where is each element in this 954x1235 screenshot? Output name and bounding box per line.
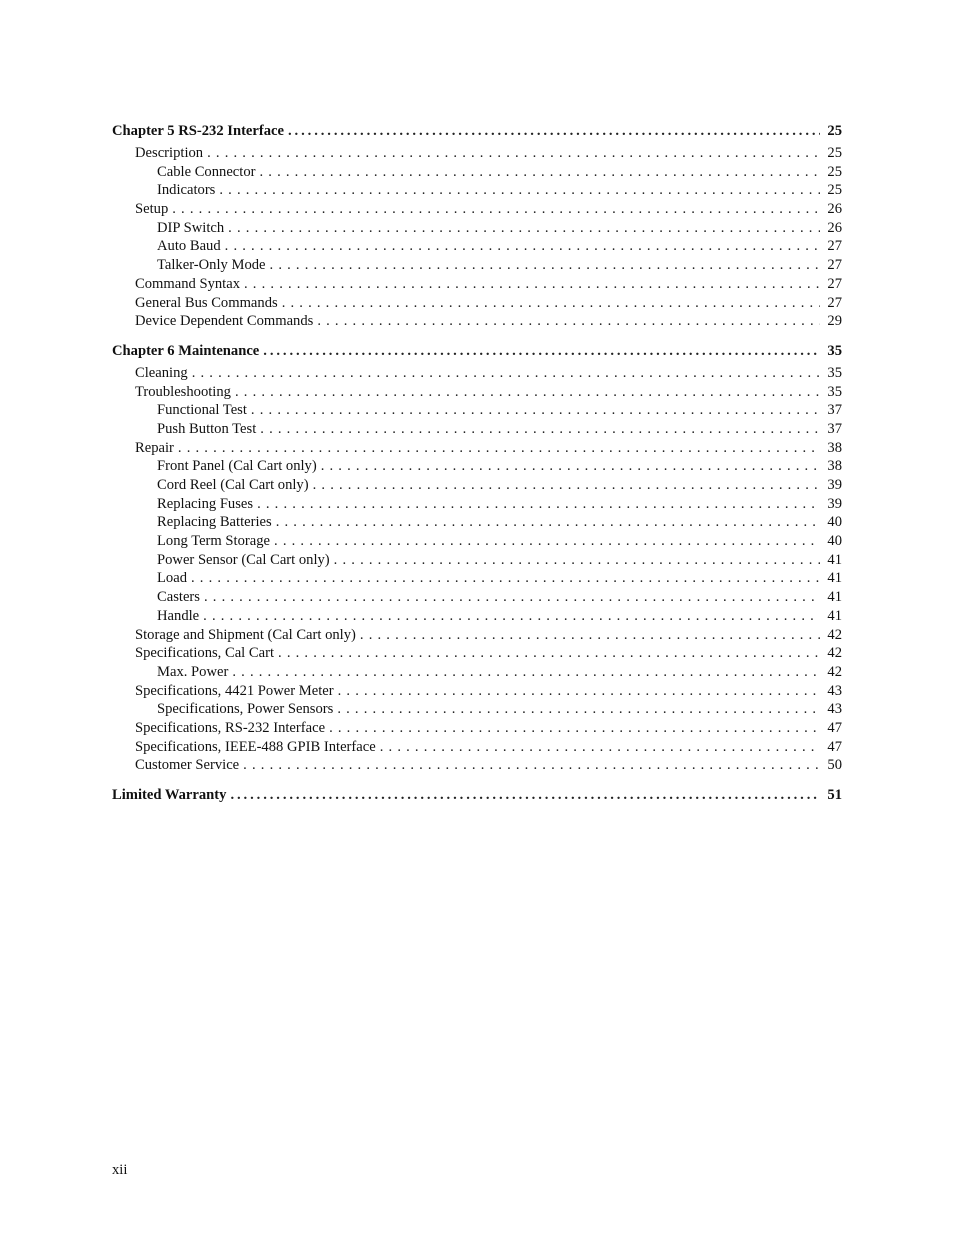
toc-entry-title: Functional Test xyxy=(157,402,247,419)
toc-entry-title: Command Syntax xyxy=(135,275,240,292)
toc-entry-title: Casters xyxy=(157,589,200,606)
toc-entry[interactable] xyxy=(112,607,842,626)
dot-leader xyxy=(337,700,820,719)
dot-leader xyxy=(204,588,820,607)
dot-leader xyxy=(207,144,820,163)
toc-entry-page: 42 xyxy=(827,663,842,680)
toc-entry-page: 41 xyxy=(827,607,842,624)
toc-entry[interactable] xyxy=(112,700,842,719)
toc-entry-title: Troubleshooting xyxy=(135,383,231,400)
dot-leader xyxy=(172,200,820,219)
toc-entry-page: 29 xyxy=(827,313,842,330)
dot-leader xyxy=(228,219,820,238)
toc-entry-page: 35 xyxy=(827,364,842,381)
toc-entry-title: Limited Warranty xyxy=(112,787,227,803)
dot-leader xyxy=(276,513,820,532)
dot-leader xyxy=(219,181,820,200)
toc-entry-page: 43 xyxy=(827,682,842,699)
toc-entry[interactable] xyxy=(112,588,842,607)
toc-entry-page: 26 xyxy=(827,201,842,218)
toc-entry-title: Cable Connector xyxy=(157,163,256,180)
dot-leader xyxy=(270,256,820,275)
toc-entry-page: 51 xyxy=(827,787,842,803)
toc-entry-page: 38 xyxy=(827,458,842,475)
toc-chapter-entry[interactable] xyxy=(112,340,842,362)
toc-entry-page: 27 xyxy=(827,275,842,292)
dot-leader xyxy=(235,383,820,402)
toc-entry[interactable] xyxy=(112,144,842,163)
toc-entry[interactable] xyxy=(112,364,842,383)
toc-entry-page: 41 xyxy=(827,589,842,606)
toc-entry[interactable] xyxy=(112,181,842,200)
dot-leader xyxy=(243,756,820,775)
page-number-folio: xii xyxy=(112,1162,128,1178)
toc-entry[interactable] xyxy=(112,200,842,219)
toc-entry-page: 38 xyxy=(827,439,842,456)
dot-leader xyxy=(225,237,820,256)
toc-entry[interactable] xyxy=(112,457,842,476)
dot-leader xyxy=(244,275,820,294)
toc-entry-page: 27 xyxy=(827,238,842,255)
toc-entry-page: 42 xyxy=(827,626,842,643)
dot-leader xyxy=(329,719,820,738)
toc-entry-page: 47 xyxy=(827,738,842,755)
dot-leader xyxy=(178,439,820,458)
dot-leader xyxy=(278,644,820,663)
dot-leader xyxy=(259,163,820,182)
toc-entry-title: Repair xyxy=(135,439,174,456)
toc-entry-title: Description xyxy=(135,145,204,161)
dot-leader xyxy=(203,607,820,626)
toc-entry-title: Front Panel (Cal Cart only) xyxy=(157,458,317,475)
dot-leader xyxy=(257,495,820,514)
toc-entry-page: 25 xyxy=(827,123,842,139)
toc-entry[interactable] xyxy=(112,237,842,256)
toc-entry-title: Replacing Batteries xyxy=(157,514,272,531)
toc-entry-title: Specifications, IEEE-488 GPIB Interface xyxy=(135,738,376,755)
toc-entry-page: 25 xyxy=(827,163,842,180)
toc-entry[interactable] xyxy=(112,756,842,775)
toc-entry[interactable] xyxy=(112,644,842,663)
toc-entry-title: Specifications, Power Sensors xyxy=(157,701,334,718)
dot-leader xyxy=(338,682,820,701)
dot-leader xyxy=(230,784,820,806)
toc-entry-page: 42 xyxy=(827,645,842,662)
dot-leader xyxy=(317,312,820,331)
toc-entry-page: 25 xyxy=(827,145,842,161)
toc-entry-page: 41 xyxy=(827,570,842,587)
toc-entry[interactable] xyxy=(112,256,842,275)
toc-entry-title: Specifications, RS-232 Interface xyxy=(135,719,326,736)
toc-entry[interactable] xyxy=(112,401,842,420)
dot-leader xyxy=(191,569,820,588)
dot-leader xyxy=(360,626,820,645)
toc-entry-title: Specifications, 4421 Power Meter xyxy=(135,682,334,699)
toc-entry-page: 25 xyxy=(827,182,842,199)
toc-entry-page: 35 xyxy=(827,342,842,359)
toc-entry-title: Customer Service xyxy=(135,757,240,774)
toc-entry-page: 40 xyxy=(827,514,842,531)
toc-entry-title: Indicators xyxy=(157,182,216,199)
toc-entry[interactable] xyxy=(112,682,842,701)
toc-entry[interactable] xyxy=(112,275,842,294)
toc-entry[interactable] xyxy=(112,719,842,738)
toc-entry-page: 37 xyxy=(827,402,842,419)
toc-entry[interactable] xyxy=(112,626,842,645)
toc-entry[interactable] xyxy=(112,439,842,458)
toc-entry-page: 26 xyxy=(827,219,842,236)
toc-entry[interactable] xyxy=(112,476,842,495)
toc-entry[interactable] xyxy=(112,219,842,238)
toc-chapter-entry[interactable] xyxy=(112,120,842,142)
dot-leader xyxy=(380,738,820,757)
toc-entry-title: Talker-Only Mode xyxy=(157,257,266,274)
toc-entry-page: 40 xyxy=(827,533,842,550)
toc-entry-title: Handle xyxy=(157,607,200,624)
toc-entry-title: Chapter 5 RS-232 Interface xyxy=(112,123,284,139)
toc-entry-page: 50 xyxy=(827,757,842,774)
dot-leader xyxy=(274,532,820,551)
toc-entry-page: 39 xyxy=(827,477,842,493)
toc-entry[interactable] xyxy=(112,163,842,182)
toc-entry-page: 39 xyxy=(827,495,842,512)
toc-entry[interactable] xyxy=(112,513,842,532)
toc-entry-title: Load xyxy=(157,570,187,587)
toc-entry[interactable] xyxy=(112,663,842,682)
toc-entry[interactable] xyxy=(112,551,842,570)
dot-leader xyxy=(232,663,820,682)
toc-entry[interactable] xyxy=(112,383,842,402)
toc-entry-page: 43 xyxy=(827,701,842,718)
dot-leader xyxy=(251,401,820,420)
toc-entry-page: 37 xyxy=(827,420,842,437)
dot-leader xyxy=(321,457,820,476)
toc-entry[interactable] xyxy=(112,569,842,588)
toc-entry-page: 27 xyxy=(827,294,842,311)
toc-entry-title: Replacing Fuses xyxy=(157,495,254,512)
table-of-contents xyxy=(112,120,842,806)
toc-entry-title: Long Term Storage xyxy=(157,533,271,550)
toc-entry-page: 35 xyxy=(827,383,842,400)
dot-leader xyxy=(192,364,820,383)
toc-entry-title: Storage and Shipment (Cal Cart only) xyxy=(135,626,356,643)
toc-chapter-entry[interactable] xyxy=(112,784,842,806)
toc-entry-title: Specifications, Cal Cart xyxy=(135,645,275,662)
toc-entry-page: 41 xyxy=(827,551,842,568)
toc-entry-title: Device Dependent Commands xyxy=(135,313,314,330)
toc-entry-title: DIP Switch xyxy=(157,219,225,236)
toc-entry-title: Push Button Test xyxy=(157,420,257,437)
dot-leader xyxy=(263,340,820,362)
toc-entry-title: Max. Power xyxy=(157,663,229,680)
toc-entry-page: 47 xyxy=(827,719,842,736)
toc-entry[interactable] xyxy=(112,312,842,331)
toc-entry-title: Cleaning xyxy=(135,364,188,381)
toc-entry-page: 27 xyxy=(827,257,842,274)
toc-entry[interactable] xyxy=(112,294,842,313)
dot-leader xyxy=(260,420,820,439)
dot-leader xyxy=(313,476,820,495)
toc-entry-title: Chapter 6 Maintenance xyxy=(112,342,260,359)
toc-entry[interactable] xyxy=(112,532,842,551)
dot-leader xyxy=(282,294,820,313)
dot-leader xyxy=(334,551,820,570)
toc-entry[interactable] xyxy=(112,738,842,757)
toc-entry-title: Setup xyxy=(135,201,169,218)
toc-entry[interactable] xyxy=(112,420,842,439)
toc-entry-title: General Bus Commands xyxy=(135,294,278,311)
toc-entry-title: Power Sensor (Cal Cart only) xyxy=(157,551,330,568)
toc-entry[interactable] xyxy=(112,495,842,514)
dot-leader xyxy=(288,120,820,142)
toc-entry-title: Cord Reel (Cal Cart only) xyxy=(157,477,309,493)
toc-entry-title: Auto Baud xyxy=(157,238,221,255)
